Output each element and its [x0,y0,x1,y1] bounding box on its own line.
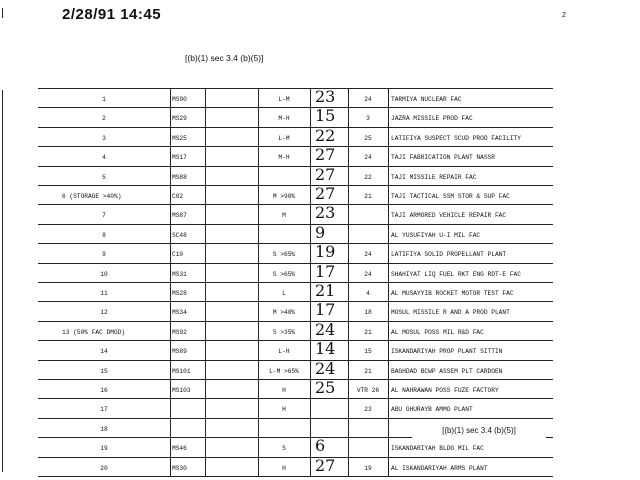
row-divider [38,243,553,244]
target-code: MS25 [172,135,187,142]
handwritten-number: 27 [315,456,336,475]
left-margin-tick [2,8,3,18]
left-margin-tick [2,462,3,472]
handwritten-number: 24 [315,359,336,378]
column-divider [310,88,311,476]
row-number: 5 [102,174,106,181]
facility-name: JAZRA MISSILE PROD FAC [391,115,473,122]
handwritten-number: 19 [315,242,336,261]
distance-value: 22 [364,174,372,181]
left-margin-line [2,90,3,470]
row-number: 14 [100,348,108,355]
distance-value: 21 [364,368,372,375]
strike-type: H [282,387,286,394]
row-divider [38,457,553,458]
facility-name: ISKANDARIYAH PROP PLANT SITTIN [391,348,503,355]
row-number: 7 [102,212,106,219]
row-divider [38,418,553,419]
row-number: 9 [102,251,106,258]
handwritten-number: 6 [315,436,326,455]
handwritten-number: 23 [315,203,336,222]
distance-value: 4 [366,290,370,297]
facility-name: AL MUSAYYIB ROCKET MOTOR TEST FAC [391,290,514,297]
facility-name: LATIFIYA SOLID PROPELLANT PLANT [391,251,507,258]
row-number: 17 [100,406,108,413]
target-code: MS29 [172,115,187,122]
strike-type: L [282,290,286,297]
distance-value: 21 [364,193,372,200]
page-number: 2 [562,12,566,19]
row-divider [38,127,553,128]
handwritten-number: 24 [315,320,336,339]
facility-name: TAJI ARMORED VEHICLE REPAIR FAC [391,212,507,219]
target-code: MS31 [172,271,187,278]
facility-name: AL ISKANDARIYAH ARMS PLANT [391,465,488,472]
row-divider [38,204,553,205]
facility-name: MOSUL MISSILE R AND A PROD PLANT [391,309,510,316]
distance-value: 24 [364,96,372,103]
target-code: MS30 [172,465,187,472]
row-number: 11 [100,290,108,297]
distance-value: 3 [366,115,370,122]
row-number: 2 [102,115,106,122]
target-code: MS88 [172,174,187,181]
row-divider [38,398,553,399]
row-number: 6 (STORAGE >40%) [62,193,122,200]
handwritten-number: 22 [315,126,336,145]
strike-type: L-M >65% [269,368,299,375]
strike-type: L-M [278,96,290,103]
target-code: MS34 [172,309,187,316]
strike-type: H [282,465,286,472]
row-divider [38,88,553,89]
facility-name: LATIFIYA SUSPECT SCUD PROD FACILITY [391,135,521,142]
row-divider [38,340,553,341]
handwritten-number: 9 [315,223,326,242]
row-divider [38,476,553,477]
strike-type: M [282,212,286,219]
facility-name: SHAHIYAT LIQ FUEL RKT ENG RDT-E FAC [391,271,521,278]
target-code: MS90 [172,96,187,103]
handwritten-number: 27 [315,184,336,203]
column-divider [205,88,206,476]
row-number: 12 [100,309,108,316]
facility-name: TAJI MISSILE REPAIR FAC [391,174,477,181]
facility-name: AL YUSUFIYAH U-I MIL FAC [391,232,481,239]
row-divider [38,321,553,322]
row-number: 1 [102,96,106,103]
strike-type: L-M [278,135,290,142]
row-number: 20 [100,465,108,472]
row-number: 8 [102,232,106,239]
row-number: 13 (50% FAC DMGD) [62,329,126,336]
row-divider [38,224,553,225]
target-code: MS92 [172,329,187,336]
distance-value: VTR 26 [356,387,380,394]
strike-type: S >65% [272,251,296,258]
target-code: MS46 [172,445,187,452]
target-code: SC48 [172,232,187,239]
row-divider [38,146,553,147]
row-divider [38,360,553,361]
row-divider [38,282,553,283]
distance-value: 24 [364,271,372,278]
facility-name: BAGHDAD BCWP ASSEM PLT CARDOEN [391,368,503,375]
target-code: MS17 [172,154,187,161]
strike-type: S >35% [272,329,296,336]
handwritten-number: 27 [315,165,336,184]
target-code: MS101 [172,368,191,375]
redaction-label-bottom: [(b)(1) sec 3.4 (b)(5)] [412,423,546,439]
row-number: 10 [100,271,108,278]
row-number: 19 [100,445,108,452]
row-number: 3 [102,135,106,142]
column-divider [348,88,349,476]
target-code: C02 [172,193,184,200]
column-divider [258,88,259,476]
row-number: 16 [100,387,108,394]
strike-type: S [282,445,286,452]
facility-name: TAJI TACTICAL SSM STOR & SUP FAC [391,193,510,200]
handwritten-number: 17 [315,300,336,319]
row-divider [38,166,553,167]
distance-value: 18 [364,309,372,316]
handwritten-number: 17 [315,262,336,281]
facility-name: TAJI FABRICATION PLANT NASSR [391,154,495,161]
row-divider [38,263,553,264]
distance-value: 15 [364,348,372,355]
redaction-label-top: [(b)(1) sec 3.4 (b)(5)] [185,53,264,63]
handwritten-number: 25 [315,378,336,397]
distance-value: 23 [364,406,372,413]
row-divider [38,107,553,108]
column-divider [388,88,389,476]
target-code: MS28 [172,290,187,297]
facility-name: AL MOSUL POSS MIL R&D FAC [391,329,484,336]
row-divider [38,301,553,302]
row-number: 4 [102,154,106,161]
target-code: C10 [172,251,184,258]
strike-type: H [282,406,286,413]
row-divider [38,185,553,186]
facility-name: ABU GHURAYB AMMO PLANT [391,406,473,413]
distance-value: 19 [364,465,372,472]
handwritten-number: 23 [315,87,336,106]
facility-name: AL NAHRAWAN POSS FUZE FACTORY [391,387,499,394]
strike-type: L-H [278,348,290,355]
handwritten-number: 15 [315,106,336,125]
page-stamp: 2/28/91 14:45 [62,6,162,23]
distance-value: 21 [364,329,372,336]
row-number: 15 [100,368,108,375]
row-divider [38,379,553,380]
distance-value: 24 [364,251,372,258]
row-number: 18 [100,426,108,433]
strike-type: M >40% [272,309,296,316]
strike-type: S >65% [272,271,296,278]
target-code: MS89 [172,348,187,355]
target-code: MS103 [172,387,191,394]
strike-type: M >90% [272,193,296,200]
strike-type: M-H [278,154,290,161]
distance-value: 24 [364,154,372,161]
distance-value: 25 [364,135,372,142]
target-code: MS87 [172,212,187,219]
handwritten-number: 27 [315,145,336,164]
strike-type: M-H [278,115,290,122]
facility-name: TARMIYA NUCLEAR FAC [391,96,462,103]
column-divider [170,88,171,476]
handwritten-number: 14 [315,339,336,358]
handwritten-number: 21 [315,281,336,300]
facility-name: ISKANDARIYAH BLDG MIL FAC [391,445,484,452]
